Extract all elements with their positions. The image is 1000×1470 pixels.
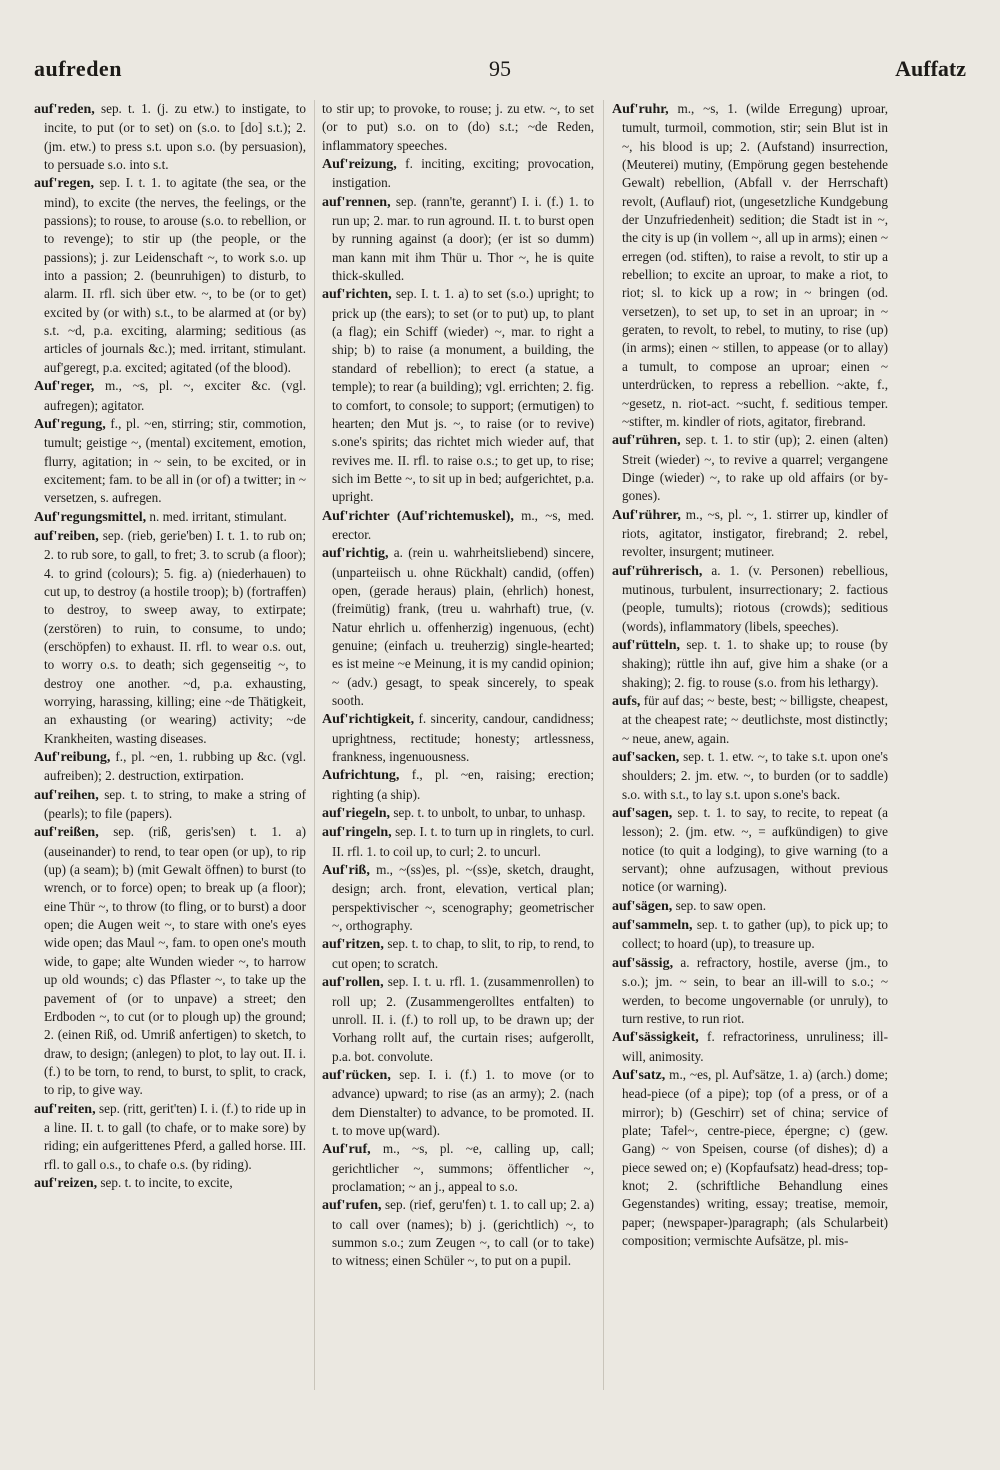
entry-headword: Auf'ruhr, xyxy=(612,102,669,117)
entry-headword: auf'rollen, xyxy=(322,975,384,991)
dictionary-entry xyxy=(34,377,306,415)
entry-headword: Auf'rührer, xyxy=(612,507,681,523)
entry-definition: m., ~s, pl. ~, exciter &c. (vgl. aufregen); agitator. xyxy=(44,378,306,413)
entry-definition: sep. t. 1. to say, to recite, to repeat (a lesson); 2. (jm. etw. ~, = aufkündigen) to give notice (to quit a lodging), to give warning (to a servant); ohne aufzusagen, without previous notice (or warning). xyxy=(622,805,888,895)
left-guide-word: aufreden xyxy=(34,56,122,81)
entry-headword: auf'rühren, xyxy=(612,433,681,449)
column-middle xyxy=(322,100,594,1271)
entry-headword: auf'rufen, xyxy=(322,1198,382,1214)
entry-definition: n. med. irritant, stimulant. xyxy=(146,508,287,524)
entry-headword: auf'rütteln, xyxy=(612,637,681,653)
entry-headword: auf'reizen, xyxy=(34,1175,98,1191)
entry-definition: für auf das; ~ beste, best; ~ billigste, cheapest, at the cheapest rate; ~ deutlichste, most distinctly; ~ neue, anew, again. xyxy=(622,693,888,746)
entry-definition: f. refractoriness, unruliness; ill-will, animosity. xyxy=(622,1029,888,1064)
dictionary-entry xyxy=(612,897,888,916)
dictionary-entry xyxy=(322,1196,594,1270)
entry-definition: sep. (rann'te, gerannt') I. i. (f.) 1. to run up; 2. mar. to run aground. II. t. to burst open by running against (a door); (er ist so dumm) man kann mit ihm Thür u. Thor ~, he is quite thick-skulled. xyxy=(332,193,594,284)
entry-definition: a. (rein u. wahrheitsliebend) sincere, (unparteiisch u. ohne Rückhalt) candid, (offen) open, (gerade heraus) plain, (ehrlich) honest, (freimütig) frank, (treu u. wahrhaft) true, (v. Natur ehrlich u. offenherzig) ingenuous, (echt) genuine; (einfach u. treuherzig) single-hearted; es ist meine ~e Meinung, it is my candid opinion; ~ (adv.) gesagt, to speak sincerely, to speak sooth. xyxy=(332,545,594,708)
dictionary-entry xyxy=(322,1066,594,1140)
entry-definition: m., ~s, med. erector. xyxy=(332,507,594,542)
entry-definition: sep. t. to string, to make a string of (pearls); to file (papers). xyxy=(44,786,306,822)
entry-headword: auf'reden, xyxy=(34,102,95,117)
entry-headword: Auf'ruf, xyxy=(322,1142,371,1158)
entry-definition: sep. t. 1. (j. zu etw.) to instigate, to incite, to put (or to set) on (s.o. to [do] s.t.); 2. (jm. etw.) to press s.t. upon s.o. (by persuasion), to persuade s.o. into s.t. xyxy=(44,101,306,173)
entry-definition: f. sincerity, candour, candidness; uprightness, rectitude; honesty; artlessness, frankness, ingenuousness. xyxy=(332,711,594,765)
entry-headword: auf'rennen, xyxy=(322,194,391,210)
dictionary-entry xyxy=(34,1100,306,1174)
entry-headword: auf'ritzen, xyxy=(322,937,384,953)
dictionary-entry xyxy=(322,193,594,286)
entry-definition: m., ~s, pl. ~e, calling up, call; gerichtlicher ~, summons; öffentlicher ~, proclamation; ~ an j., appeal to s.o. xyxy=(332,1141,594,1194)
entry-headword: auf'sagen, xyxy=(612,806,673,822)
entry-headword: auf'reiten, xyxy=(34,1101,96,1117)
entry-headword: Auf'reger, xyxy=(34,379,95,395)
dictionary-entry xyxy=(34,1174,306,1193)
entry-headword: auf'reißen, xyxy=(34,825,99,841)
dictionary-entry xyxy=(612,100,888,431)
column-divider xyxy=(603,100,604,1390)
entry-definition: sep. (riß, geris'sen) t. 1. a) (auseinander) to rend, to tear open (or up), to rip (up) (a seam); b) (mit Gewalt öffnen) to burst (to wrench, or to force) open; to break up (a floor); eine Thür ~, to throw (to fling, or to burst) a door open; die Augen weit ~, to stare with one's eyes wide open; das Maul ~, fam. to open one's mouth wide, to gape; alte Wunden wieder ~, to harrow up old wounds; c) das Pflaster ~, to take up the pavement of (or to unpave) a street; den Erdboden ~, to cut (or to plough up) the ground; 2. (einen Riß, od. Umriß anfertigen) to sketch, to draw, to design; (anlegen) to plot, to lay out. II. i. (f.) to be torn, to rend, to burst, to split, to crack, to rip, to give way. xyxy=(44,824,306,1098)
entry-headword: auf'sägen, xyxy=(612,898,673,914)
entry-definition: a. refractory, hostile, averse (jm., to s.o.); jm. ~ sein, to bear an ill-will to s.o.; ~ werden, to become ungovernable (or unruly), to turn restive, to run riot. xyxy=(622,954,888,1026)
dictionary-entry xyxy=(34,415,306,508)
dictionary-entry xyxy=(322,544,594,710)
dictionary-entry xyxy=(612,954,888,1028)
entry-definition: sep. I. t. to turn up in ringlets, to curl. II. rfl. 1. to coil up, to curl; 2. to uncurl. xyxy=(332,824,594,859)
dictionary-entry xyxy=(34,100,306,174)
entry-definition: sep. t. to incite, to excite, xyxy=(97,1174,233,1190)
entry-headword: Auf'reizung, xyxy=(322,157,397,173)
entry-definition: sep. I. i. (f.) 1. to move (or to advance) upward; to rise (as an army); 2. (nach dem Dienstalter) to advance, to be promoted. II. t. to move up(ward). xyxy=(332,1066,594,1138)
dictionary-entry xyxy=(322,100,594,155)
entry-definition: f., pl. ~en, raising; erection; righting (a ship). xyxy=(332,767,594,802)
page-header xyxy=(34,52,966,88)
entry-definition: m., ~es, pl. Auf'sätze, 1. a) (arch.) dome; head-piece (of a pipe); top (of a press, or of a mirror); b) (Geschirr) set of china; service of plate; Tafel~, centre-piece, épergne; c) (gew. Gang) ~ von Speisen, course (of dishes); d) a piece sewed on; e) (Kopfaufsatz) head-dress; top-knot; 2. (schriftliche Behandlung eines Gegenstandes) writing, essay; treatise, memoir, paper; (newspaper-)paragraph; (als Schularbeit) composition; vermischte Aufsätze, pl. mis- xyxy=(622,1066,888,1248)
entry-definition: m., ~(ss)es, pl. ~(ss)e, sketch, draught, design; arch. front, elevation, vertical plan; perspektivischer ~, scenography; geometrischer ~, orthography. xyxy=(332,862,594,934)
entry-headword: auf'richtig, xyxy=(322,546,389,562)
entry-headword: Auf'sässigkeit, xyxy=(612,1030,699,1046)
column-left xyxy=(34,100,306,1193)
dictionary-entry xyxy=(322,973,594,1066)
dictionary-entry xyxy=(612,1028,888,1066)
entry-headword: auf'ringeln, xyxy=(322,825,392,841)
entry-definition: m., ~s, pl. ~, 1. stirrer up, kindler of riots, agitator, instigator, firebrand; 2. rebel, revolter, insurgent; mutineer. xyxy=(622,506,888,560)
dictionary-entry xyxy=(322,285,594,506)
entry-headword: Auf'satz, xyxy=(612,1067,666,1083)
entry-definition: sep. to saw open. xyxy=(672,897,767,913)
entry-headword: auf'sässig, xyxy=(612,955,674,971)
entry-definition: f. inciting, exciting; provocation, instigation. xyxy=(332,156,594,191)
entry-definition: to stir up; to provoke, to rouse; j. zu etw. ~, to set (or to put) s.o. on to (do) s.t.; ~de Reden, inflammatory speeches. xyxy=(322,101,594,153)
dictionary-entry xyxy=(612,562,888,636)
entry-headword: Auf'riß, xyxy=(322,863,370,879)
entry-headword: Auf'richter (Auf'richtemuskel), xyxy=(322,508,514,524)
page-number: 95 xyxy=(489,56,511,81)
column-right xyxy=(612,100,888,1250)
entry-definition: f., pl. ~en, stirring; stir, commotion, tumult; geistige ~, (mental) excitement, emotion, flurry, agitation; in ~ sein, to be excited, or in excitement; fam. to be all in (or of) a twitter; in ~ versetzen, s. aufregen. xyxy=(44,415,306,506)
dictionary-entry xyxy=(322,861,594,935)
entry-headword: aufs, xyxy=(612,694,641,709)
entry-headword: auf'sammeln, xyxy=(612,918,693,934)
dictionary-entry xyxy=(34,786,306,824)
entry-headword: Aufrichtung, xyxy=(322,768,400,784)
right-guide-word: Auffatz xyxy=(895,56,966,81)
dictionary-entry xyxy=(34,823,306,1099)
dictionary-entry xyxy=(612,748,888,804)
entry-definition: sep. t. 1. etw. ~, to take s.t. upon one's shoulders; 2. jm. etw. ~, to burden (or to saddle) s.o. with s.t., to lay s.t. upon s.one's back. xyxy=(622,749,888,802)
dictionary-entry xyxy=(612,636,888,692)
entry-headword: auf'rücken, xyxy=(322,1067,391,1083)
entry-headword: Auf'richtigkeit, xyxy=(322,712,415,728)
dictionary-entry xyxy=(322,710,594,766)
entry-definition: sep. t. to gather (up), to pick up; to collect; to hoard (up), to treasure up. xyxy=(622,917,888,952)
entry-headword: auf'rührerisch, xyxy=(612,563,703,579)
dictionary-entry xyxy=(34,174,306,377)
entry-headword: auf'sacken, xyxy=(612,750,680,766)
dictionary-entry xyxy=(34,527,306,748)
dictionary-entry xyxy=(322,935,594,973)
entry-definition: sep. (rieb, gerie'ben) I. t. 1. to rub on; 2. to rub sore, to gall, to fret; 3. to scrub (a floor); 4. to grind (colours); 5. fig. a) (niederhauen) to cut up, to destroy (a hostile troop); b) (fortraffen) to destroy, to sweep away, to extirpate; (zerstören) to ruin, to consume, to undo; (erschöpfen) to exhaust. II. rfl. to wear o.s. out, to worry o.s. to death; sich gegenseitig ~, to destroy one another. ~d, p.a. exhausting, worrying, harassing, killing; eine ~de Thätigkeit, an exhausting (or wearing) activity; ~de Krankheiten, wasting diseases. xyxy=(44,527,306,746)
entry-headword: Auf'regung, xyxy=(34,416,106,432)
entry-headword: auf'richten, xyxy=(322,287,392,303)
column-divider xyxy=(314,100,315,1390)
entry-definition: sep. I. t. u. rfl. 1. (zusammenrollen) to roll up; 2. (Zusammengerolltes entfalten) to unroll. II. i. (f.) to roll up, to be drawn up; der Vorhang rollt auf, the curtain rises; aufgerollt, p.a. bot. convolute. xyxy=(332,974,594,1064)
entry-definition: sep. t. to chap, to slit, to rip, to rend, to cut open; to scratch. xyxy=(332,936,594,971)
entry-definition: m., ~s, 1. (wilde Erregung) uproar, tumult, turmoil, commotion, stir; sein Blut ist in ~, his blood is up; 2. (Aufstand) insurrection, (Meuterei) mutiny, (Empörung gegen bestehende Gewalt) rebellion, (Abfall v. der Herrschaft) revolt, (Auflauf) riot, (ungesetzliche Kundgebung der Unzufriedenheit) sedition; die Stadt ist in ~, the city is up (in vollem ~, all up in arms); einen ~ erregen (od. stiften), to raise a revolt, to stir up a rebellion; to excite an uproar, to make a riot, to riot; sl. to kick up a row; in ~ bringen (od. versetzen), to set up, to set in an uproar; in ~ geraten, to revolt, to rebel, to mutiny, to rise (up) (in arms); einen ~ stillen, to appease (or to allay) a tumult, to compose an uproar; einen ~ unterdrücken, to repress a rebellion. ~akte, f., ~gesetz, n. riot-act. ~sucht, f. seditious temper. ~stifter, m. kindler of riots, agitator, firebrand. xyxy=(622,101,888,429)
entry-headword: auf'reihen, xyxy=(34,787,99,803)
dictionary-entry xyxy=(322,766,594,804)
entry-headword: Auf'regungsmittel, xyxy=(34,509,147,525)
dictionary-entry xyxy=(612,506,888,562)
dictionary-entry xyxy=(612,804,888,897)
entry-definition: sep. I. t. 1. to agitate (the sea, or the mind), to excite (the nerves, the feelings, or the passions); to rouse, to arouse (s.o. to rebellion, or to revenge); to stir up (the people, or the passions); j. zur Leidenschaft ~, to work s.o. up into a passion; 2. (beunruhigen) to disturb, to alarm. II. rfl. sich über etw. ~, to be (or to get) excited by (or with) s.t., to be alarmed at (or by) s.t. ~d, p.a. exciting, alarming; seditious (as articles of journals &c.); med. irritant, stimulant. auf'geregt, p.a. excited; agitated (of the blood). xyxy=(44,175,306,375)
entry-headword: auf'regen, xyxy=(34,176,95,192)
entry-headword: auf'reiben, xyxy=(34,528,99,544)
entry-definition: sep. t. to unbolt, to unbar, to unhasp. xyxy=(390,805,586,821)
dictionary-entry xyxy=(322,1140,594,1196)
entry-definition: sep. t. 1. to stir (up); 2. einen (alten) Streit (wieder) ~, to revive a quarrel; vergangene Dinge (wieder) ~, to rake up old affairs (or by-gones). xyxy=(622,432,888,504)
dictionary-entry xyxy=(34,508,306,527)
dictionary-entry xyxy=(322,155,594,193)
entry-definition: a. 1. (v. Personen) rebellious, mutinous, turbulent, insurrectionary; 2. factious (people, tumults); riotous (crowds); seditious (words), inflammatory (libels, speeches). xyxy=(622,562,888,634)
entry-definition: f., pl. ~en, 1. rubbing up &c. (vgl. aufreiben); 2. destruction, extirpation. xyxy=(44,749,306,784)
entry-definition: sep. (ritt, gerit'ten) I. i. (f.) to ride up in a line. II. t. to gall (to chafe, or to make sore) by riding; ein aufgerittenes Pferd, a galled horse. III. rfl. to gall o.s., to chafe o.s. (by riding). xyxy=(44,1100,306,1172)
dictionary-entry xyxy=(322,823,594,861)
entry-definition: sep. t. 1. to shake up; to rouse (by shaking); rüttle ihn auf, give him a shake (or a shaking); 2. fig. to rouse (s.o. from his lethargy). xyxy=(622,636,888,690)
dictionary-entry xyxy=(322,804,594,823)
dictionary-entry xyxy=(612,1066,888,1250)
entry-headword: auf'riegeln, xyxy=(322,806,391,822)
entry-definition: sep. (rief, geru'fen) t. 1. to call up; 2. a) to call over (names); b) j. (gerichtlich) ~, to summon s.o.; zum Zeugen ~, to call (or to take) to witness; einen Schüler ~, to put on a pupil. xyxy=(332,1197,594,1269)
entry-headword: Auf'reibung, xyxy=(34,750,111,766)
dictionary-entry xyxy=(612,431,888,505)
dictionary-entry xyxy=(612,916,888,954)
dictionary-entry xyxy=(322,507,594,545)
entry-definition: sep. I. t. 1. a) to set (s.o.) upright; to prick up (the ears); to set (or to put) up, to plant (a flag); ein Schiff (wieder) ~, mar. to right a ship; b) to raise (a monument, a building, the standard of rebellion); to erect (a statue, a temple); to rear (a building); vgl. errichten; 2. fig. to comfort, to console; to support; (ermutigen) to hearten; den Mut js. ~, to raise (or to revive) s.one's spirits; das richtet mich wieder auf, that revives me. II. rfl. to raise o.s.; to get up, to rise; sich im Bette ~, to sit up in bed; aufgerichtet, p.a. upright. xyxy=(332,286,594,505)
dictionary-entry xyxy=(612,692,888,748)
dictionary-entry xyxy=(34,748,306,786)
